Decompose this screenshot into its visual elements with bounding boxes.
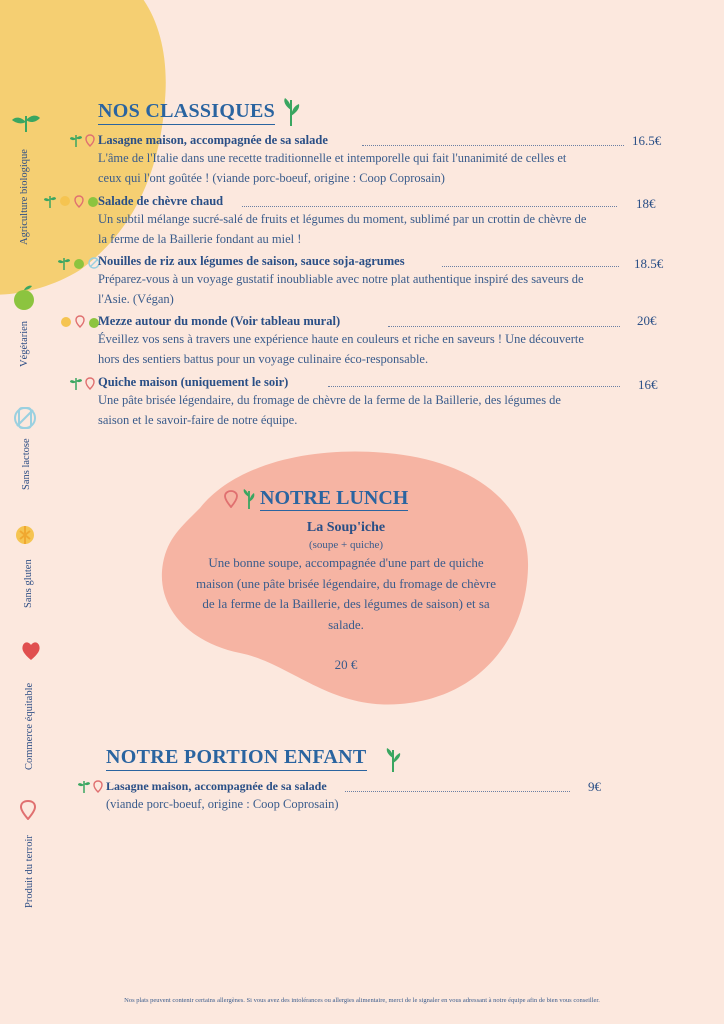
apple-icon [73, 257, 85, 269]
dish-price: 16.5€ [632, 133, 662, 148]
dish-item [98, 375, 658, 430]
dish-item [98, 133, 658, 188]
dotted-leader [328, 386, 620, 387]
lunch-dish-detail: (soupe + quiche) [308, 539, 383, 551]
lunch-title-row [224, 487, 408, 511]
dish-description: Préparez-vous à un voyage gustatif inoubliable avec notre plat authentique inspiré des saveurs de l'Asie. (Végan) [98, 272, 584, 306]
classics-title: NOS CLASSIQUES [98, 100, 275, 125]
leaf-icon [58, 256, 70, 270]
legend-lactose-free: Sans lactose [21, 438, 32, 490]
lunch-section [190, 518, 502, 673]
kids-item [106, 779, 339, 812]
lunch-price: 20 € [334, 657, 358, 672]
leaf-icon [70, 376, 82, 390]
dish-description: Une pâte brisée légendaire, du fromage de chèvre de la ferme de la Baillerie, des légumes de saison et le savoir-faire de notre équipe. [98, 393, 561, 427]
leaf-icon [78, 779, 90, 793]
dotted-leader [442, 266, 619, 267]
lunch-title: NOTRE LUNCH [260, 487, 409, 509]
dish-1-labels [70, 133, 95, 147]
dish-item [98, 194, 658, 249]
location-pin-icon [85, 377, 95, 390]
dish-description: L'âme de l'Italie dans une recette traditionnelle et intemporelle qui fait l'unanimité de celles et ceux qui l'ont goûtée ! (viande porc-boeuf, origine : Coop Coprosain) [98, 151, 567, 185]
legend-gluten-free: Sans gluten [23, 559, 34, 608]
dish-item [98, 314, 658, 369]
location-pin-icon [74, 195, 84, 208]
kids-labels [78, 779, 103, 793]
dish-name: Lasagne maison, accompagnée de sa salade [98, 133, 328, 147]
dish-description: Un subtil mélange sucré-salé de fruits et légumes du moment, sublimé par un crottin de chèvre de la ferme de la Baillerie fondant au miel ! [98, 212, 587, 246]
lactose-free-icon [12, 405, 38, 431]
allergen-notice: Nos plats peuvent contenir certains allergènes. Si vous avez des intolérances ou allergies alimentaire, merci de le signaler en vous adressant à notre équipe afin de bien vous conseiller. [124, 997, 600, 1004]
dish-price: 18€ [636, 196, 656, 211]
dotted-leader [388, 326, 620, 327]
dish-name: Mezze autour du monde (Voir tableau mural) [98, 314, 341, 328]
dish-item [98, 254, 658, 309]
dotted-leader [345, 791, 570, 792]
sprig-icon [384, 748, 402, 772]
dotted-leader [242, 206, 617, 207]
sprig-icon [280, 98, 302, 126]
dish-4-labels [60, 315, 100, 328]
leaf-icon [12, 112, 40, 132]
lunch-description: Une bonne soupe, accompagnée d'une part de quiche maison (une pâte brisée légendaire, du fromage de chèvre de la ferme de la Baillerie, des légumes de saison) et sa salade. [196, 555, 496, 632]
dish-price: 20€ [637, 313, 657, 328]
dish-2-labels [44, 194, 99, 208]
location-pin-icon [93, 780, 103, 793]
dish-name: Quiche maison (uniquement le soir) [98, 375, 289, 389]
wheat-icon [60, 316, 72, 328]
location-pin-icon [18, 800, 38, 820]
kids-dish-description: (viande porc-boeuf, origine : Coop Coprosain) [106, 797, 339, 811]
dish-price: 16€ [638, 377, 658, 392]
dish-name: Nouilles de riz aux légumes de saison, sauce soja-agrumes [98, 254, 405, 268]
leaf-icon [242, 489, 256, 509]
apple-icon [10, 285, 38, 311]
fair-trade-icon [20, 640, 42, 662]
location-pin-icon [85, 134, 95, 147]
dotted-leader [362, 145, 624, 146]
legend-vegetarian: Végétarien [19, 320, 30, 367]
wheat-icon [12, 522, 38, 548]
dish-5-labels [70, 376, 95, 390]
kids-title: NOTRE PORTION ENFANT [106, 746, 367, 771]
legend-organic: Agriculture biologique [19, 149, 30, 245]
kids-dish-name: Lasagne maison, accompagnée de sa salade [106, 779, 327, 793]
dish-price: 18.5€ [634, 256, 664, 271]
dish-3-labels [58, 256, 100, 270]
location-pin-icon [224, 490, 238, 508]
location-pin-icon [75, 315, 85, 328]
leaf-icon [70, 133, 82, 147]
leaf-icon [44, 194, 56, 208]
dish-description: Éveillez vos sens à travers une expérience haute en couleurs et riche en saveurs ! Une découverte hors des sentiers battus pour un voyage culinaire éco-responsable. [98, 332, 584, 366]
legend-fair-trade: Commerce équitable [24, 682, 35, 770]
legend-local: Produit du terroir [24, 835, 35, 908]
wheat-icon [59, 195, 71, 207]
dish-name: Salade de chèvre chaud [98, 194, 224, 208]
kids-price: 9€ [588, 779, 601, 794]
lunch-dish-name: La Soup'iche [306, 520, 386, 535]
